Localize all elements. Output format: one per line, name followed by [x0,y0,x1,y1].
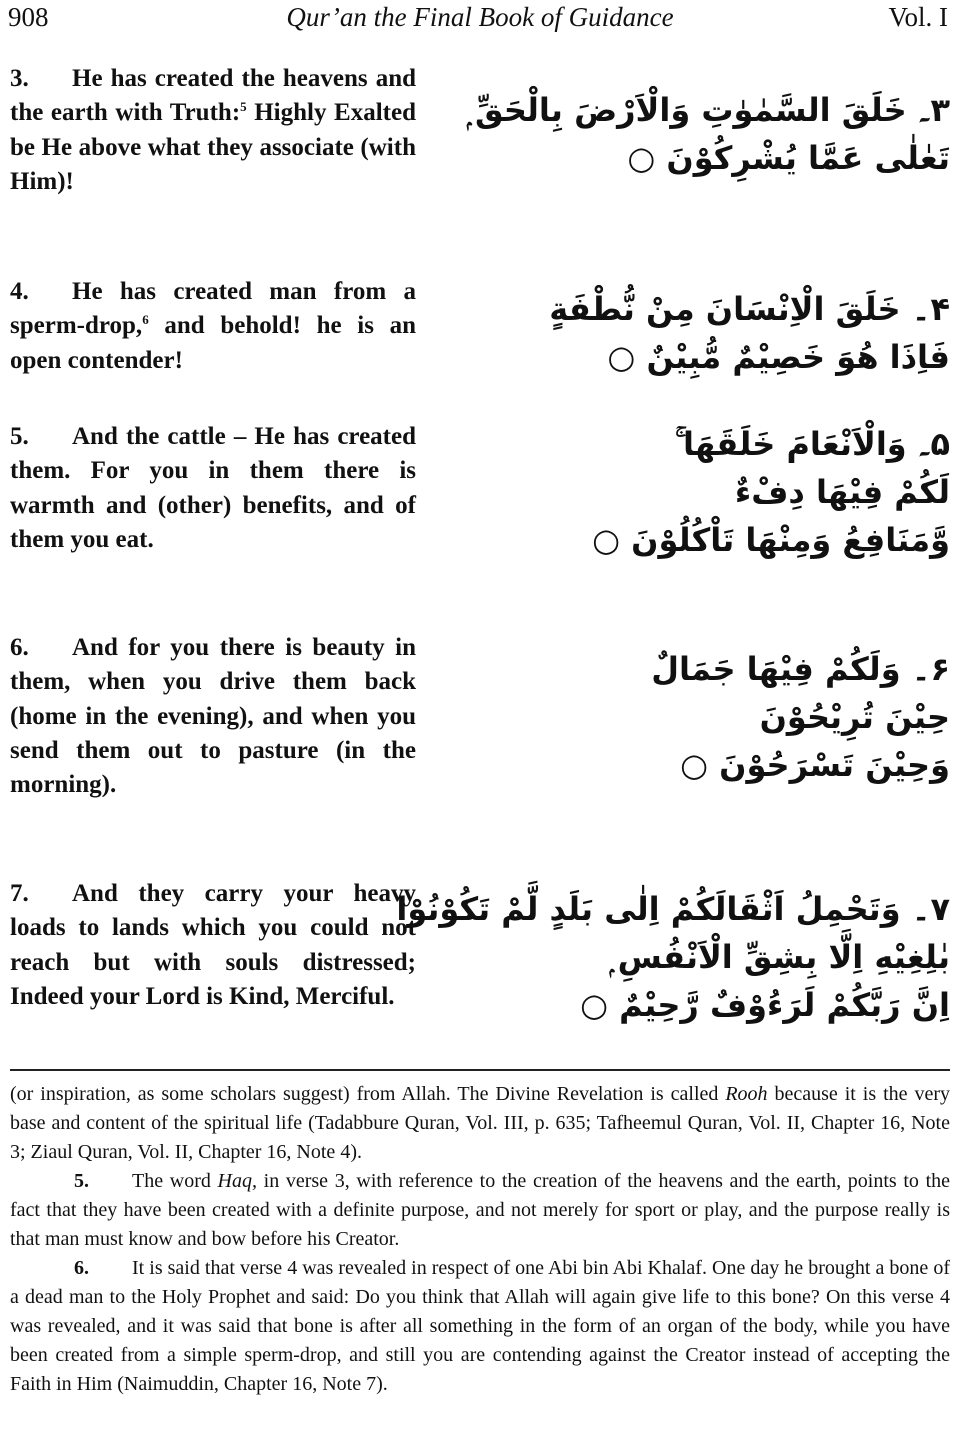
note-5 [10,1167,950,1254]
note-text: (or inspiration, as some scholars suggest) from Allah. The Divine Revelation is called [10,1083,726,1105]
note-number: 5. [74,1170,89,1192]
volume-label: Vol. I [888,2,948,32]
note-text: The word [132,1170,218,1192]
verse-text: And for you there is beauty in them, when you drive them back (home in the evening), and when you send them out to pasture (in the morning). [10,634,416,799]
arabic-line: تَعٰلٰى عَمَّا يُشْرِكُوْنَ ○ [627,139,950,177]
footnote-divider [10,1069,950,1071]
verse-5-arabic [510,420,950,564]
footnote-marker: 5 [240,99,247,115]
verse-5-english [10,420,416,557]
verse-number: 4. [10,278,29,305]
footnote-marker: 6 [142,312,149,328]
verse-text: And the cattle – He has created them. For you in them there is warmth and (other) benefits, and of them you eat. [10,423,416,553]
verse-3-english [10,62,416,199]
verse-7-english [10,877,416,1014]
verse-7-arabic [396,885,950,1029]
verse-text: He has created man from a sperm-drop, [10,278,416,340]
note-text: in verse 3, with reference to the creation of the heavens and the earth, points to the fact that they have been created with a definite purpose, and not merely for sport or play, and the purpose really is that man must know and bow before his Creator. [10,1170,950,1250]
verse-number: 6. [10,634,29,661]
verse-text: And they carry your heavy loads to lands which you could not reach but with souls distressed; Indeed your Lord is Kind, Merciful. [10,880,416,1010]
verse-text: He has created the heavens and the earth with Truth: [10,65,416,127]
arabic-line: لَكُمْ فِيْهَا دِفْءٌ [734,473,950,511]
arabic-line: وَّمَنَافِعُ وَمِنْهَا تَاْكُلُوْنَ ○ [592,521,950,559]
verse-text-continued: Highly Exalted be He above what they associate (with Him)! [10,99,417,195]
note-italic-term: Rooh [725,1083,768,1105]
page-number: 908 [8,2,49,32]
verse-6-english [10,631,416,802]
arabic-line: ۶۔ وَلَكُمْ فِيْهَا جَمَالٌ [651,650,950,688]
note-6 [10,1254,950,1399]
verse-6-arabic [510,645,950,789]
arabic-line: ۳۔ خَلَقَ السَّمٰوٰتِ وَالْاَرْضَ بِالْحَقِّ ۭ [466,91,950,129]
arabic-line: اِنَّ رَبَّكُمْ لَرَءُوْفٌ رَّحِيْمٌ ○ [580,986,950,1024]
verse-text-continued: and behold! he is an open contender! [10,312,416,374]
arabic-line: بٰلِغِيْهِ اِلَّا بِشِقِّ الْاَنْفُسِ ۭ [609,938,950,976]
verse-4-english [10,275,416,378]
arabic-line: حِيْنَ تُرِيْحُوْنَ [759,698,950,736]
footnotes [10,1080,950,1399]
arabic-line: فَاِذَا هُوَ خَصِيْمٌ مُّبِيْنٌ ○ [607,338,950,376]
arabic-line: ۷۔ وَتَحْمِلُ اَثْقَالَكُمْ اِلٰى بَلَدٍ لَّمْ تَكُوْنُوْا [396,890,950,928]
verse-number: 5. [10,423,29,450]
note-italic-term: Haq, [217,1170,257,1192]
arabic-line: ۴۔ خَلَقَ الْاِنْسَانَ مِنْ نُّطْفَةٍ [549,290,950,328]
page-header [0,0,960,40]
running-title: Qur’an the Final Book of Guidance [286,2,674,32]
note-text: because it is the very base and content of the spiritual life (Tadabbure Quran, Vol. III, p. 635; Tafheemul Quran, Vol. II, Chapter 16, Note 3; Ziaul Quran, Vol. II, Chapter 16, Note 4). [10,1083,950,1163]
arabic-line: ۵۔ وَالْاَنْعَامَ خَلَقَهَا ۚ [675,425,950,463]
verse-3-arabic [466,86,950,182]
note-text: It is said that verse 4 was revealed in respect of one Abi bin Abi Khalaf. One day he brought a bone of a dead man to the Holy Prophet and said: Do you think that Allah will again give life to this bone? On this verse 4 was revealed, and it was said that bone is after all something in the form of an organ of the body, while you have been created from a simple sperm-drop, and still you are contending against the Creator instead of accepting the Faith in Him (Naimuddin, Chapter 16, Note 7). [10,1257,950,1395]
verse-number: 3. [10,65,29,92]
note-number: 6. [74,1257,89,1279]
verse-number: 7. [10,880,29,907]
note-continuation [10,1080,950,1167]
arabic-line: وَحِيْنَ تَسْرَحُوْنَ ○ [680,746,950,784]
verse-4-arabic [510,285,950,381]
